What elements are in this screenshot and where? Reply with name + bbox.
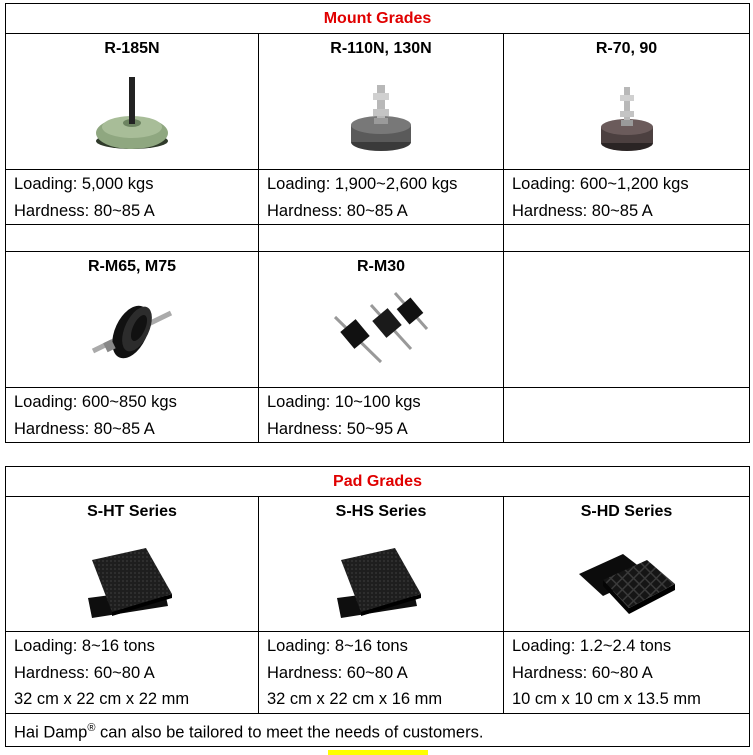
loading-text: Loading: 5,000 kgs <box>14 175 154 193</box>
product-name: S-HT Series <box>87 503 177 520</box>
footer-text: can also be tailored to meet the needs of customers. <box>95 723 484 741</box>
registered-mark: ® <box>87 721 96 734</box>
size-text: 32 cm x 22 cm x 16 mm <box>267 690 443 708</box>
grey-leveling-mount-icon <box>336 67 426 162</box>
hardness-text: Hardness: 50~95 A <box>267 419 408 438</box>
product-name: R-70, 90 <box>595 40 658 57</box>
highlight-mark <box>328 750 428 755</box>
pad-grades-title: Pad Grades <box>6 467 750 497</box>
hardness-text: Hardness: 60~80 A <box>14 663 155 682</box>
product-cell <box>504 34 750 170</box>
square-pad-icon <box>577 532 677 622</box>
loading-text: Loading: 1,900~2,600 kgs <box>267 175 458 193</box>
spec-cell <box>6 170 259 225</box>
hardness-text: Hardness: 80~85 A <box>14 419 155 438</box>
mount-grades-table <box>5 3 750 443</box>
hardness-text: Hardness: 80~85 A <box>267 201 408 220</box>
product-name: R-M30 <box>356 258 405 275</box>
product-name: S-HS Series <box>335 503 427 520</box>
product-cell <box>6 252 259 388</box>
double-stud-mount-icon <box>87 287 177 377</box>
spec-cell <box>259 170 504 225</box>
pad-grades-table <box>5 466 750 747</box>
product-cell <box>259 252 504 388</box>
size-text: 32 cm x 22 cm x 22 mm <box>14 690 190 708</box>
empty-cell <box>504 225 750 252</box>
loading-text: Loading: 10~100 kgs <box>267 393 421 411</box>
brown-leveling-mount-icon <box>582 67 672 162</box>
product-cell <box>6 34 259 170</box>
hardness-text: Hardness: 60~80 A <box>267 663 408 682</box>
size-text: 10 cm x 10 cm x 13.5 mm <box>512 690 701 708</box>
product-cell <box>259 497 504 632</box>
pad-icon <box>82 532 182 622</box>
green-leveling-mount-icon <box>87 69 177 159</box>
spec-cell <box>6 388 259 443</box>
spec-cell <box>504 632 750 714</box>
mount-grades-title: Mount Grades <box>6 4 750 34</box>
hardness-text: Hardness: 80~85 A <box>14 201 155 220</box>
spec-cell <box>259 632 504 714</box>
spec-cell <box>504 170 750 225</box>
empty-cell <box>504 252 750 388</box>
loading-text: Loading: 1.2~2.4 tons <box>512 637 672 655</box>
small-rubber-mounts-icon <box>331 287 431 377</box>
loading-text: Loading: 8~16 tons <box>267 637 408 655</box>
pad-icon <box>331 532 431 622</box>
product-cell <box>6 497 259 632</box>
product-name: R-185N <box>104 40 160 57</box>
loading-text: Loading: 600~850 kgs <box>14 393 177 411</box>
loading-text: Loading: 600~1,200 kgs <box>512 175 689 193</box>
empty-cell <box>259 225 504 252</box>
loading-text: Loading: 8~16 tons <box>14 637 155 655</box>
empty-cell <box>6 225 259 252</box>
brand-name: Hai Damp <box>14 723 88 741</box>
hardness-text: Hardness: 80~85 A <box>512 201 653 220</box>
product-name: S-HD Series <box>580 503 673 520</box>
hardness-text: Hardness: 60~80 A <box>512 663 653 682</box>
footer-note <box>6 713 750 747</box>
product-cell <box>259 34 504 170</box>
empty-cell <box>504 388 750 443</box>
spec-cell <box>259 388 504 443</box>
product-cell <box>504 497 750 632</box>
spec-cell <box>6 632 259 714</box>
product-name: R-110N, 130N <box>330 40 432 57</box>
product-name: R-M65, M75 <box>87 258 177 275</box>
